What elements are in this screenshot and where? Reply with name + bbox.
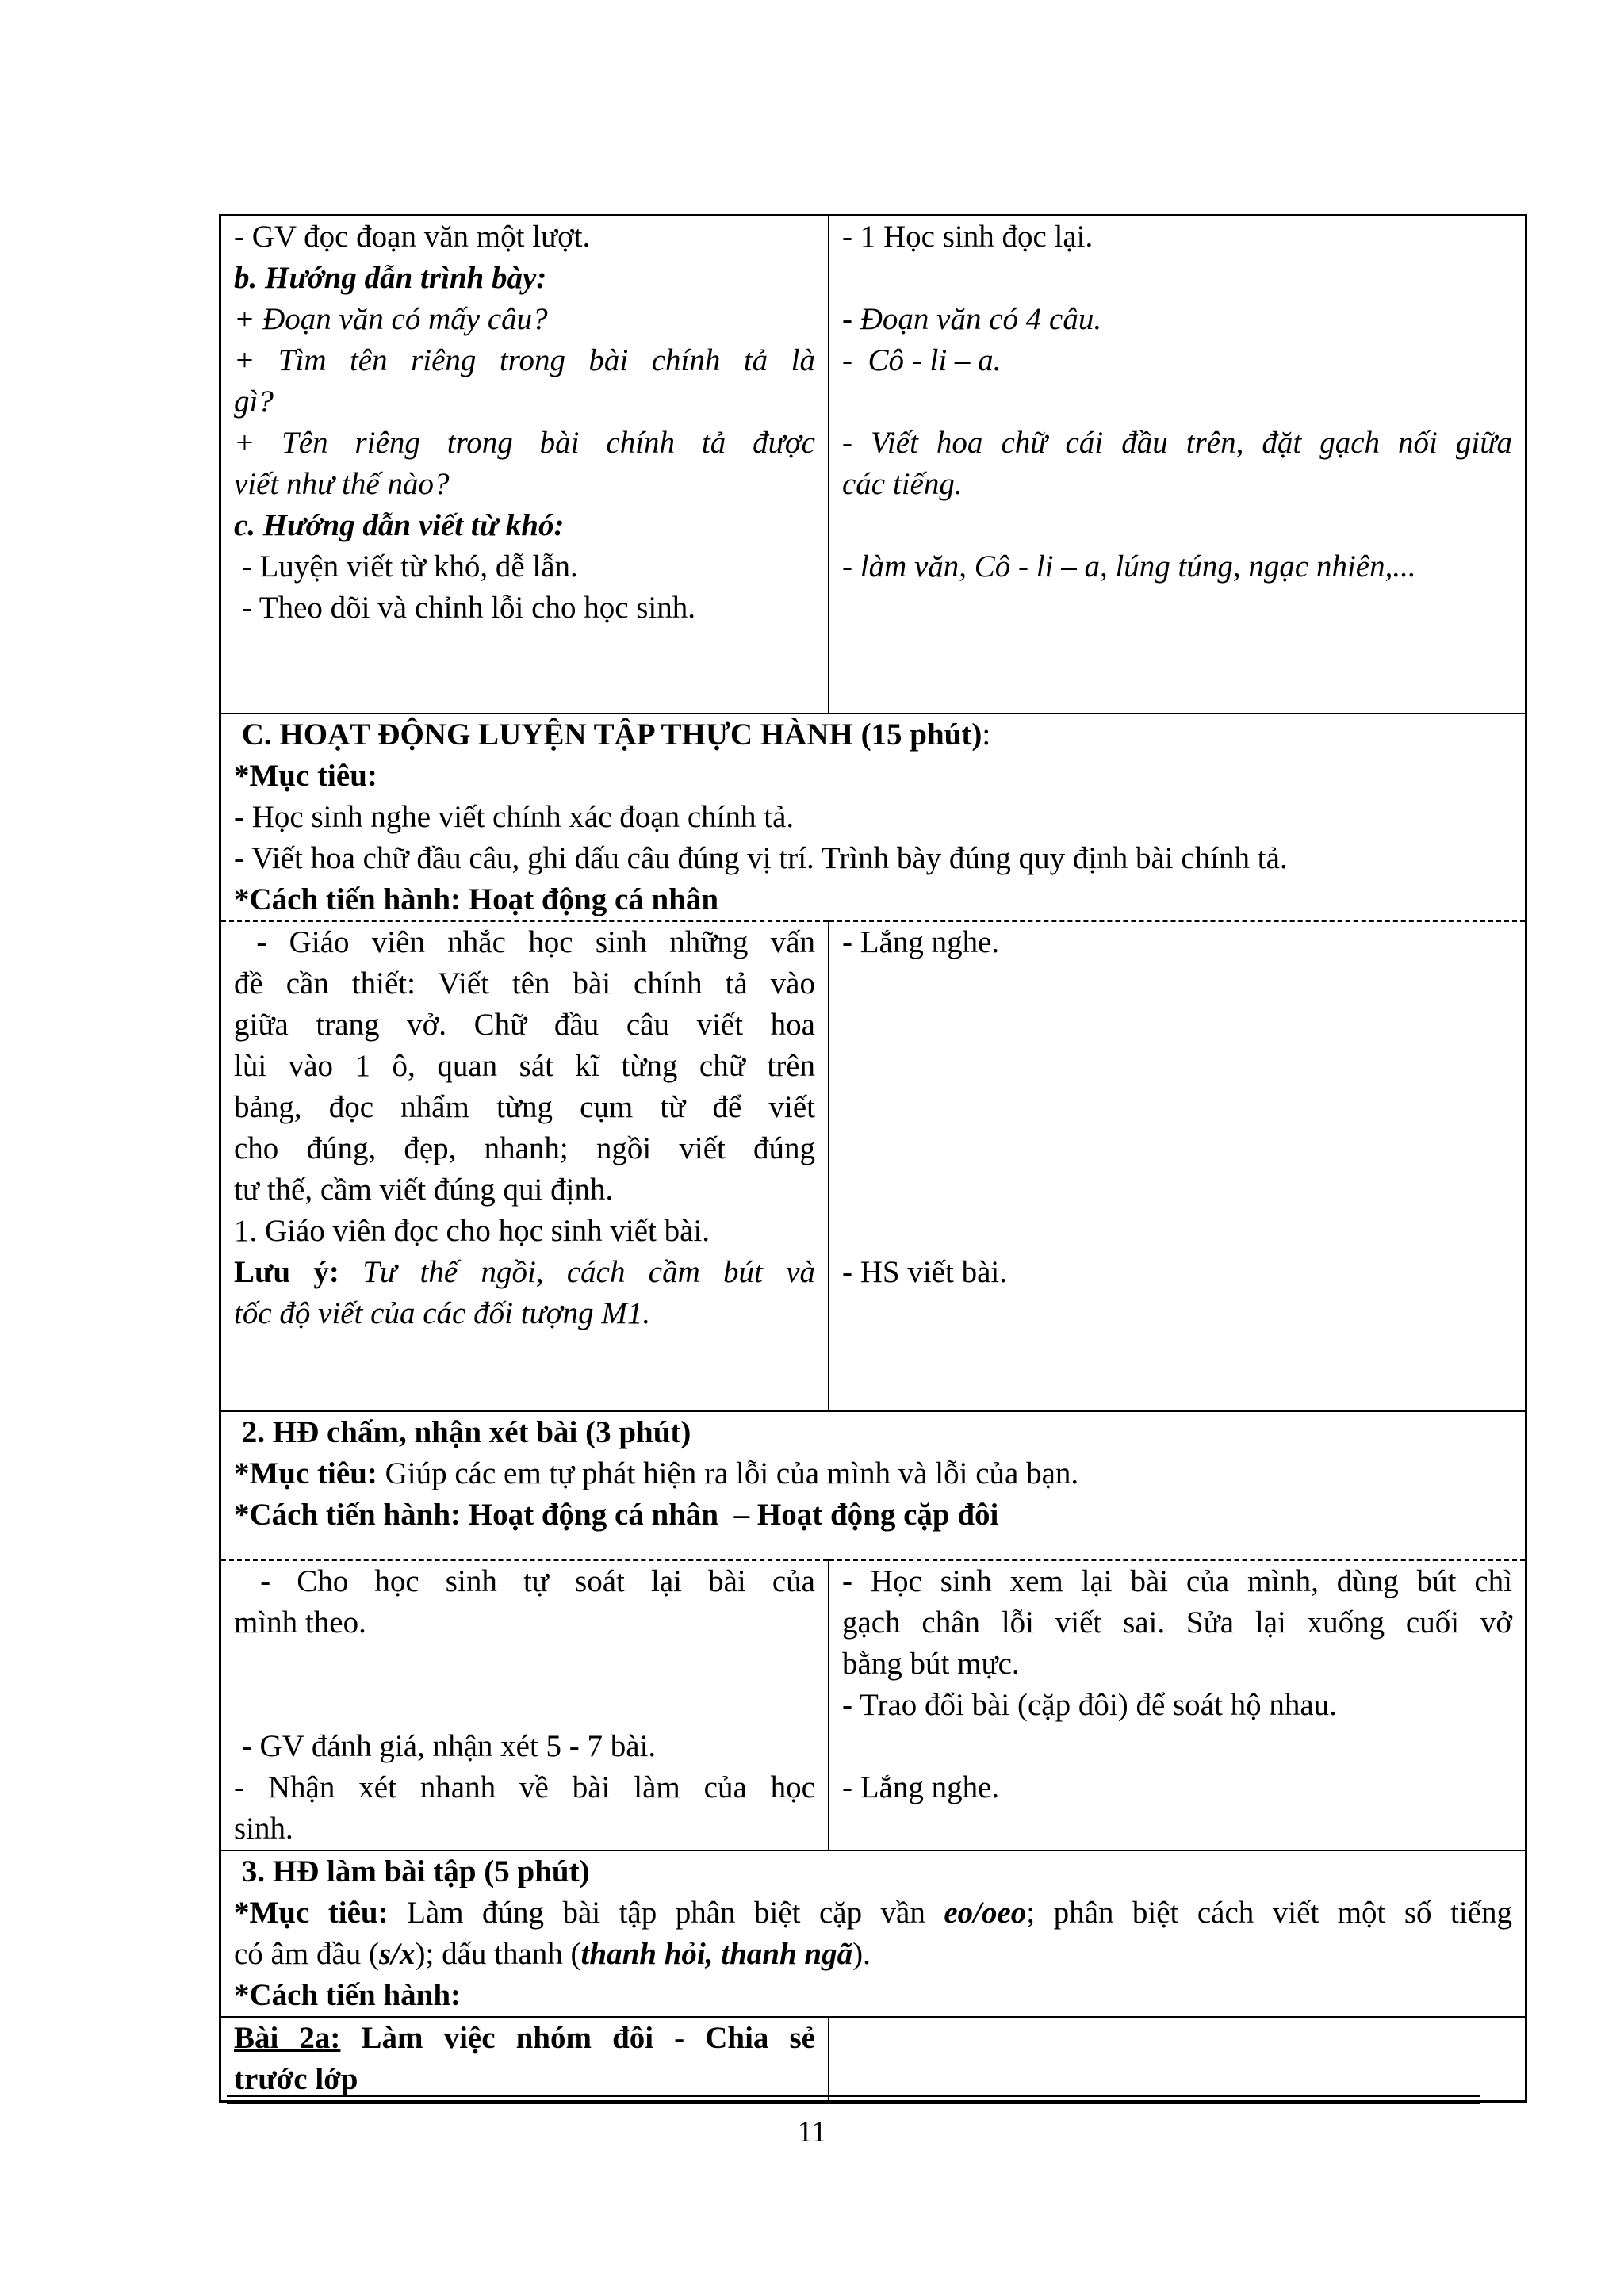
text-line: - Đoạn văn có 4 câu.	[842, 302, 1102, 336]
text-line: bằng bút mực.	[842, 1647, 1020, 1681]
student-activity-cell	[829, 921, 1526, 1411]
text-line: - Lắng nghe.	[842, 1770, 1000, 1804]
table-row	[220, 921, 1526, 1411]
text-line: - Luyện viết từ khó, dễ lẫn.	[234, 549, 578, 584]
text-line: - làm văn, Cô - li – a, lúng túng, ngạc nhiên,...	[842, 549, 1416, 584]
teacher-activity-cell	[220, 921, 829, 1411]
text-line: - HS viết bài.	[842, 1255, 1007, 1289]
text-line: + Đoạn văn có mấy câu?	[234, 302, 548, 336]
table-row	[220, 216, 1526, 714]
text-line: - Nhận xét nhanh về bài làm của học	[234, 1770, 815, 1804]
section-row	[220, 714, 1526, 921]
student-activity-cell	[829, 1560, 1526, 1850]
text-line: giữa trang vở. Chữ đầu câu viết hoa	[234, 1008, 815, 1042]
subheading-b: b. Hướng dẫn trình bày:	[234, 261, 547, 295]
text-line: các tiếng.	[842, 467, 963, 501]
lesson-plan-table	[219, 214, 1527, 2103]
text-line: bảng, đọc nhẩm từng cụm từ để viết	[234, 1090, 815, 1124]
goal-label: *Mục tiêu:	[234, 759, 377, 793]
text-line: - GV đánh giá, nhận xét 5 - 7 bài.	[234, 1729, 657, 1763]
lesson-plan-table-wrapper	[219, 214, 1527, 2103]
section-c-title: C. HOẠT ĐỘNG LUYỆN TẬP THỰC HÀNH (15 phút):	[234, 718, 991, 752]
text-line: - Viết hoa chữ đầu câu, ghi dấu câu đúng vị trí. Trình bày đúng quy định bài chính tả.	[234, 841, 1288, 875]
text-line: - Viết hoa chữ cái đầu trên, đặt gạch nối giữa	[842, 426, 1512, 460]
text-line: - Cô - li – a.	[842, 343, 1002, 377]
footer-rule	[227, 2095, 1480, 2097]
text-line: mình theo.	[234, 1605, 366, 1640]
text-line: + Tên riêng trong bài chính tả được	[234, 426, 815, 460]
text-line: + Tìm tên riêng trong bài chính tả là	[234, 343, 815, 377]
empty-cell	[829, 2017, 1526, 2102]
text-line: - Trao đổi bài (cặp đôi) để soát hộ nhau.	[842, 1688, 1337, 1722]
section-row	[220, 1850, 1526, 2017]
text-line: tư thế, cầm viết đúng qui định.	[234, 1173, 614, 1207]
goal-line: có âm đầu (s/x); dấu thanh (thanh hỏi, thanh ngã).	[234, 1937, 871, 1971]
section-2-header	[220, 1411, 1526, 1560]
text-line: - 1 Học sinh đọc lại.	[842, 220, 1094, 254]
text-line: gì?	[234, 385, 274, 419]
text-line: - Lắng nghe.	[842, 925, 1000, 959]
method-label: *Cách tiến hành: Hoạt động cá nhân	[234, 882, 719, 916]
text-line: gạch chân lỗi viết sai. Sửa lại xuống cuối vở	[842, 1605, 1512, 1640]
table-row	[220, 1560, 1526, 1850]
section-row	[220, 1411, 1526, 1560]
page-number: 11	[797, 2115, 827, 2149]
note-line: Lưu ý: Tư thế ngồi, cách cầm bút và	[234, 1255, 815, 1289]
section-3-title: 3. HĐ làm bài tập (5 phút)	[234, 1854, 590, 1888]
exercise-cell	[220, 2017, 829, 2102]
method-label: *Cách tiến hành: Hoạt động cá nhân – Hoạt động cặp đôi	[234, 1498, 999, 1532]
text-line: tốc độ viết của các đối tượng M1.	[234, 1296, 651, 1330]
text-line: cho đúng, đẹp, nhanh; ngồi viết đúng	[234, 1131, 815, 1165]
goal-line: *Mục tiêu: Làm đúng bài tập phân biệt cặp vần eo/oeo; phân biệt cách viết một số tiếng	[234, 1896, 1512, 1930]
section-c-header	[220, 714, 1526, 921]
student-activity-cell	[829, 216, 1526, 714]
text-line: viết như thế nào?	[234, 467, 450, 501]
text-line: - Học sinh nghe viết chính xác đoạn chính tả.	[234, 800, 795, 834]
teacher-activity-cell	[220, 216, 829, 714]
exercise-label: Bài 2a: Làm việc nhóm đôi - Chia sẻ	[234, 2021, 815, 2055]
text-line: - GV đọc đoạn văn một lượt.	[234, 220, 591, 254]
text-line: trước lớp	[234, 2062, 358, 2096]
text-line: - Cho học sinh tự soát lại bài của	[234, 1564, 815, 1598]
text-line: lùi vào 1 ô, quan sát kĩ từng chữ trên	[234, 1049, 815, 1083]
teacher-activity-cell	[220, 1560, 829, 1850]
text-line: 1. Giáo viên đọc cho học sinh viết bài.	[234, 1214, 710, 1248]
text-line: sinh.	[234, 1812, 293, 1846]
text-line: đề cần thiết: Viết tên bài chính tả vào	[234, 966, 815, 1001]
footer-rule	[227, 2103, 1480, 2104]
text-line: - Theo dõi và chỉnh lỗi cho học sinh.	[234, 591, 696, 625]
goal-line: *Mục tiêu: Giúp các em tự phát hiện ra lỗi của mình và lỗi của bạn.	[234, 1456, 1079, 1490]
text-line: - Giáo viên nhắc học sinh những vấn	[234, 925, 815, 959]
section-3-header	[220, 1850, 1526, 2017]
section-2-title: 2. HĐ chấm, nhận xét bài (3 phút)	[234, 1415, 691, 1449]
subheading-c: c. Hướng dẫn viết từ khó:	[234, 508, 565, 542]
text-line: - Học sinh xem lại bài của mình, dùng bút chì	[842, 1564, 1512, 1598]
table-row	[220, 2017, 1526, 2102]
method-label: *Cách tiến hành:	[234, 1978, 462, 2012]
